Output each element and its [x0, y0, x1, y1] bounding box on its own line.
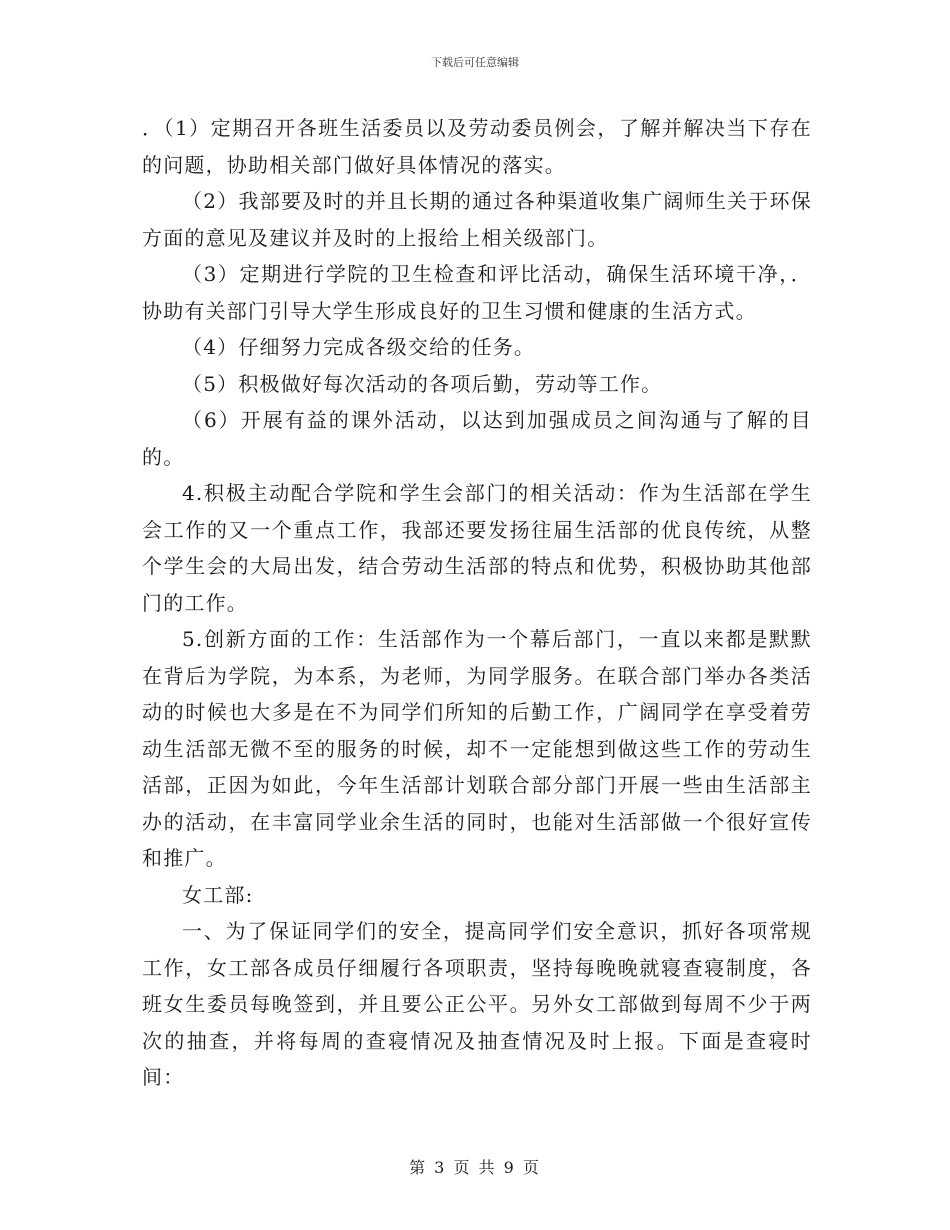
paragraph-item-1: ．（1）定期召开各班生活委员以及劳动委员例会，了解并解决当下存在的问题，协助相关部门做好具体情况的落实。	[142, 116, 812, 177]
paragraph-womens-dept-1: 一、为了保证同学们的安全，提高同学们安全意识，抓好各项常规工作，女工部各成员仔细履行各项职责，坚持每晚晚就寝查寝制度，各班女生委员每晚签到，并且要公正公平。另外女工部做到每周不少于两次的抽查，并将每周的查寝情况及抽查情况及时上报。下面是查寝时间：	[142, 919, 812, 1089]
page-number-indicator: 第 3 页 共 9 页	[409, 1158, 541, 1177]
paragraph-section-4: 4.积极主动配合学院和学生会部门的相关活动：作为生活部在学生会工作的又一个重点工作，我部还要发扬往届生活部的优良传统，从整个学生会的大局出发，结合劳动生活部的特点和优势，积极协助其他部门的工作。	[142, 481, 812, 615]
paragraph-item-6: （6）开展有益的课外活动，以达到加强成员之间沟通与了解的目的。	[142, 408, 812, 469]
paragraph-item-3: （3）定期进行学院的卫生检查和评比活动，确保生活环境干净，．协助有关部门引导大学生形成良好的卫生习惯和健康的生活方式。	[142, 262, 812, 323]
section-heading-womens-dept: 女工部:	[182, 882, 254, 907]
page-header-note: 下载后可任意编辑	[431, 56, 519, 69]
document-body	[142, 110, 812, 1096]
paragraph-item-5: （5）积极做好每次活动的各项后勤，劳动等工作。	[182, 371, 663, 396]
paragraph-item-2: （2）我部要及时的并且长期的通过各种渠道收集广阔师生关于环保方面的意见及建议并及时的上报给上相关级部门。	[142, 189, 812, 250]
paragraph-item-4: （4）仔细努力完成各级交给的任务。	[182, 335, 536, 359]
paragraph-section-5: 5.创新方面的工作：生活部作为一个幕后部门，一直以来都是默默在背后为学院，为本系，为老师，为同学服务。在联合部门举办各类活动的时候也大多是在不为同学们所知的后勤工作，广阔同学在享受着劳动生活部无微不至的服务的时候，却不一定能想到做这些工作的劳动生活部，正因为如此，今年生活部计划联合部分部门开展一些由生活部主办的活动，在丰富同学业余生活的同时，也能对生活部做一个很好宣传和推广。	[142, 627, 812, 870]
